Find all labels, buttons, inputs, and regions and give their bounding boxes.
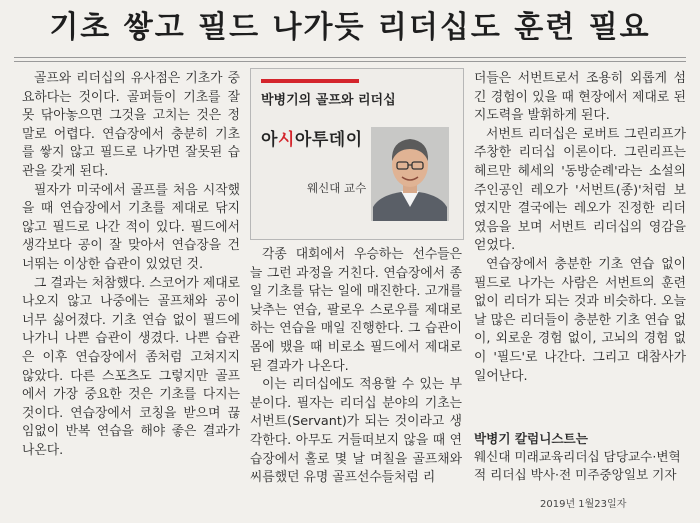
- publication-date: 2019년 1월23일자: [540, 499, 627, 510]
- paragraph: 더들은 서번트로서 조용히 외롭게 섬긴 경험이 있을 때 현장에서 제대로 된 지도력을 발휘하게 된다.: [474, 71, 686, 124]
- article-column-3: [474, 70, 686, 386]
- accent-bar: [261, 79, 359, 83]
- author-byline: 웨신대 교수: [307, 181, 367, 195]
- newspaper-logo: 아시아투데이: [261, 130, 363, 150]
- paragraph: 연습장에서 충분한 기초 연습 없이 필드로 나가는 사람은 서번트의 훈련 없이 리더가 되는 것과 비슷하다. 오늘날 많은 리더들이 충분한 기초 연습 없이, 외로운 경험 없이, 고뇌의 경험 없이 '필드'로 나간다. 그리고 대참사가 일어난다.: [474, 256, 686, 384]
- author-portrait: [371, 127, 449, 221]
- author-bio: [474, 430, 690, 484]
- paragraph: 각종 대회에서 우승하는 선수들은 늘 그런 과정을 거친다. 연습장에서 종일 기초를 닦는 일에 매진한다. 고개를 낮추는 연습, 팔로우 스로우를 제대로 하는 연습을 매일 진행한다. 그 습관이 몸에 뱄을 때 비로소 필드에서 제대로 된 결과가 나온다.: [250, 247, 462, 374]
- column-title: 박병기의 골프와 리더십: [261, 93, 396, 108]
- author-bio-name: 박병기 칼럼니스트는: [474, 431, 588, 446]
- paragraph: 그 결과는 처참했다. 스코어가 제대로 나오지 않고 나중에는 골프채와 공이 너무 싫어졌다. 기초 연습 없이 필드에 나가니 나쁜 습관이 생겼다. 나쁜 습관은 이후 연습장에서 좀처럼 고쳐지지 않았다. 다른 스포츠도 그렇지만 골프에서 가장 중요한 것은 기초를 다지는 것이다. 연습장에서 코칭을 받으며 끊임없이 반복 연습을 해야 좋은 결과가 나온다.: [22, 275, 240, 458]
- headline: 기초 쌓고 필드 나가듯 리더십도 훈련 필요: [49, 10, 651, 45]
- paragraph: 필자가 미국에서 골프를 처음 시작했을 때 연습장에서 기초를 제대로 닦지 않고 필드로 나간 적이 있다. 필드에서 생각보다 공이 잘 맞아서 연습장을 건너뛰는 이상한 습관이 있었던 것.: [22, 182, 240, 272]
- paragraph: 이는 리더십에도 적용할 수 있는 부분이다. 필자는 리더십 분야의 기초는 서번트(Servant)가 되는 것이라고 생각한다. 아무도 거들떠보지 않을 때 연습장에서 홀로 몇 날 며칠을 골프채와 씨름했던 유명 골프선수들처럼 리: [250, 377, 462, 486]
- column-header-box: [250, 68, 464, 240]
- article-column-1: [22, 70, 240, 460]
- headline-rule: [14, 57, 686, 58]
- author-bio-detail: 웨신대 미래교육리더십 담당교수·변혁적 리더십 박사·전 미주중앙일보 기자: [474, 449, 681, 482]
- paragraph: 골프와 리더십의 유사점은 기초가 중요하다는 것이다. 골퍼들이 기초를 잘못 닦아놓으면 그것을 고치는 것은 정말로 어렵다. 연습장에서 충분히 기초를 쌓지 않고 필드로 나가면 잘못된 습관을 갖게 된다.: [22, 71, 240, 179]
- headline-rule-lower: [14, 61, 686, 62]
- article-column-2: [250, 246, 462, 488]
- paragraph: 서번트 리더십은 로버트 그린리프가 주창한 리더십 이론이다. 그린리프는 헤르만 헤세의 '동방순례'라는 소설의 주인공인 레오가 '서번트(종)'처럼 보였지만 결국에는 레오가 진정한 리더였음을 보며 서번트 리더십의 영감을 얻었다.: [474, 126, 686, 254]
